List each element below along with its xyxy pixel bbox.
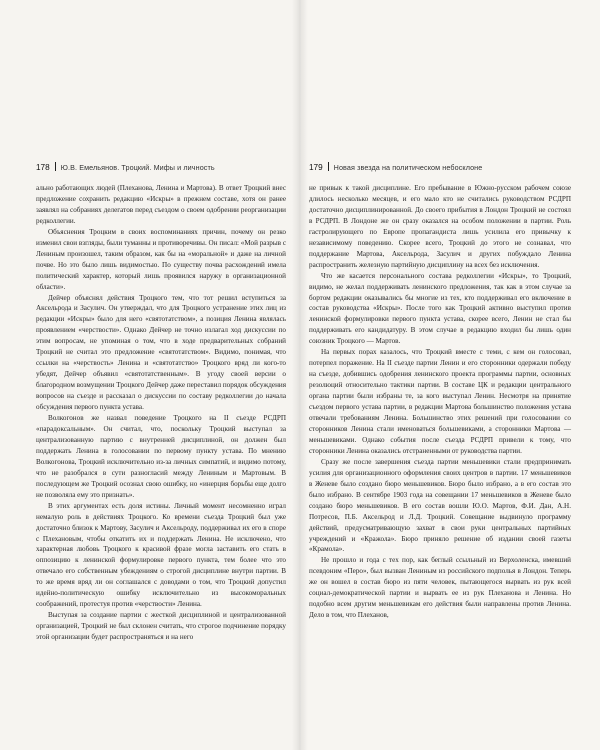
paragraph: В этих аргументах есть доля истины. Личный момент несомненно играл немалую роль в действиях Троцкого. Ко времени съезда Троцкий был уже достаточно близок к Мартову, Засулич и Аксельроду, поддерживал их его в споре с Плехановым, чтобы откатить их и поддержать Ленина. Не исключено, что характерная любовь Троцкого к красивой фразе могла заставить его стать в оппозицию к ленинской формулировке первого пункта, тем более что это отвечало его собственным убеждениям о строгой дисциплине внутри партии. В то же время вряд ли он соглашался с доводами о том, что Троцкий допустил идейно-политическую ошибку исключительно из высокоморальных соображений, протестуя против «черствости» Ленина. (36, 501, 286, 609)
paragraph: Выступая за создание партии с жесткой дисциплиной и централизованной организацией, Троцкий не был склонен считать, что строгое подчинение порядку этой организации будет распространяться и на него (36, 611, 286, 642)
header-separator (328, 162, 329, 171)
paragraph: ально работающих людей (Плеханова, Ленина и Мартова). В ответ Троцкий внес предложение сохранить редакцию «Искры» в прежнем составе, хотя он ранее заявлял на собраниях делегатов перед съездом о своем одобрении реорганизации редколлегии. (36, 184, 286, 225)
paragraph: Дейчер объяснял действия Троцкого тем, что тот решил вступиться за Аксельрода и Засулич. Он утверждал, что для Троцкого устранение этих лиц из редакции «Искры» было для него «святотатством», а позиция Ленина являлась проявлением «черствости». Однако Дейчер не точно излагал ход дискуссии по этим вопросам, не упоминая о том, что в ходе предварительных собраний Троцкий не считал это предложение «святотатством». Видимо, понимая, что ссылки на «черствость» Ленина и «святотатство» Троцкого вряд ли кого-то убедят, Дейчер объявил «святотатственным». В угоду своей версии о благородном возмущении Троцкого Дейчер даже переставил порядок обсуждения вопросов на съезде и рассказал о дискуссии по составу редколлегии до начала обсуждения первого пункта устава. (36, 293, 286, 412)
paragraph: не привык к такой дисциплине. Его пребывание в Южно-русском рабочем союзе длилось несколько месяцев, и его мало кто не считались руководством РСДРП достаточно дисциплинированной. До своего прибытия в Лондон Троцкий не состоял в РСДРП. В Лондоне же он сразу оказался на особом положении в партии. Роль гастролирующего по Европе пропагандиста лишь усилила его привычку к независимому поведению. Скорее всего, Троцкий до этого не сознавал, что поддержание Мартова, Аксельрода, Засулич и других побуждало Ленина распространить железную партийную дисциплину на всех без исключения. (309, 184, 571, 269)
paragraph: Сразу же после завершения съезда партии меньшевики стали предпринимать усилия для организационного оформления своих центров в партии. 17 меньшевиков в Женеве было создано бюро меньшевиков. Бюро было избрано, а в его состав это было избрано. В сентябре 1903 года на совещании 17 меньшевиков в Женеве было создано бюро меньшевиков. В его состав вошли Ю.О. Мартов, Ф.И. Дан, А.Н. Потресов, П.Б. Аксельрод и Л.Д. Троцкий. Совещание выдвинуло программу действий, предусматривающую захват в свои руки центральных партийных учреждений и «Кражола». Бюро приняло решение об издании своей газеты «Крамола». (309, 457, 571, 554)
left-page-text (36, 183, 286, 643)
paragraph: Не прошло и года с тех пор, как беглый ссыльный из Верхоленска, имевший псевдоним «Перо», был вызван Лениным из российского подполья в Лондон. Теперь же он вошел в состав бюро из пяти человек, пытающегося вырвать из рук всей социал-демократической партии и вырвать ее из рук Плеханова и Ленина. Но подобно всем другим меньшевикам его действия были направлены против Ленина. Дело в том, что Плеханов, (309, 556, 571, 620)
paragraph: Что же касается персонального состава редколлегии «Искры», то Троцкий, видимо, не желал поддерживать ленинского предложения, так как в этом случае за бортом редакции оказывались бы многие из тех, кто поддерживал его включение в состав руководства «Искры». После того как Троцкий активно выступил против ленинской формулировки первого пункта устава, скорее всего, Ленин не стал бы поддерживать его кандидатуру. В этом случае в редакцию входил бы лишь один союзник Троцкого — Мартов. (309, 271, 571, 346)
left-running-head: Ю.В. Емельянов. Троцкий. Мифы и личность (60, 163, 215, 172)
paragraph: Волкогонов же назвал поведение Троцкого на II съезде РСДРП «парадоксальным». Он считал, что, поскольку Троцкий выступал за централизованную партию с внутренней дисциплиной, он должен был поддержать Ленина в голосовании по первому пункту устава. По мнению Волкогонова, Троцкий исключительно из-за личных симпатий, и видимо потому, что не разобрался в сути разногласий между Лениным и Мартовым. В последующем же Троцкий осознал свою ошибку, но «инерция борьбы еще долго не позволяла ему это признать». (36, 414, 286, 499)
left-page-number: 178 (36, 163, 50, 172)
header-separator (55, 162, 56, 171)
left-page-header (36, 161, 215, 173)
right-page (300, 0, 600, 750)
right-page-header (309, 161, 482, 173)
right-running-head: Новая звезда на политическом небосклоне (333, 163, 483, 172)
right-page-number: 179 (309, 163, 323, 172)
paragraph: На первых порах казалось, что Троцкий вместе с теми, с кем он голосовал, потерпел поражение. На II съезде партии Ленин и его сторонники одержали победу на съезде, добившись одобрения ленинского проекта программы партии, основных резолюций относительно тактики партии. В составе ЦК и редакции центрального органа партии были избраны те, за кого выступал Ленин. Несмотря на принятие съездом первого устава партии, в редакции Мартова большинство положения устава отвечали требованиям Ленина. Большинство этих решений при голосовании со сторонников Ленина стали именоваться большевиками, а сторонники Мартова — меньшевиками. Однако события после съезда РСДРП привели к тому, что сторонники Ленина оказались отстраненными от руководства партии. (309, 348, 571, 455)
right-page-text (309, 183, 571, 621)
paragraph: Объяснения Троцким в своих воспоминаниях причин, почему он резко изменил свои взгляды, были туманны и противоречивы. Он писал: «Мой разрыв с Лениным произошел, таким образом, как бы на «моральной» и даже на личной почве. Но это было лишь видимостью. По существу почва расхождений имела политический характер, который лишь проявился наружу в организационной области». (36, 227, 286, 291)
